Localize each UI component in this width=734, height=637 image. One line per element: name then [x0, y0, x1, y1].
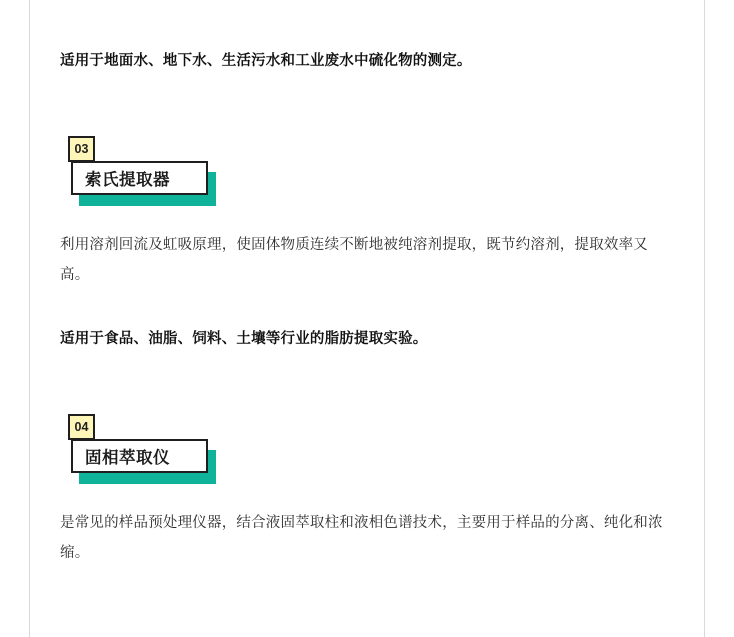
section-bold-note-03: 适用于食品、油脂、饲料、土壤等行业的脂肪提取实验。: [60, 331, 428, 347]
section-title-label: 固相萃取仪: [85, 449, 170, 467]
section-title-box: [71, 161, 208, 195]
left-margin-rule: [29, 0, 30, 637]
section-title-label: 索氏提取器: [85, 171, 170, 189]
document-content: [60, 0, 676, 568]
section-title-box: [71, 439, 208, 473]
section-heading-03: [68, 136, 218, 208]
section-body-03: 利用溶剂回流及虹吸原理，使固体物质连续不断地被纯溶剂提取，既节约溶剂，提取效率又高。: [60, 237, 648, 283]
section-number-badge: 03: [68, 136, 95, 162]
intro-bold-note: 适用于地面水、地下水、生活污水和工业废水中硫化物的测定。: [60, 53, 472, 69]
section-heading-04: [68, 414, 218, 486]
section-body-04: 是常见的样品预处理仪器，结合液固萃取柱和液相色谱技术，主要用于样品的分离、纯化和浓缩。: [60, 515, 663, 561]
right-margin-rule: [704, 0, 705, 637]
section-number-badge: 04: [68, 414, 95, 440]
